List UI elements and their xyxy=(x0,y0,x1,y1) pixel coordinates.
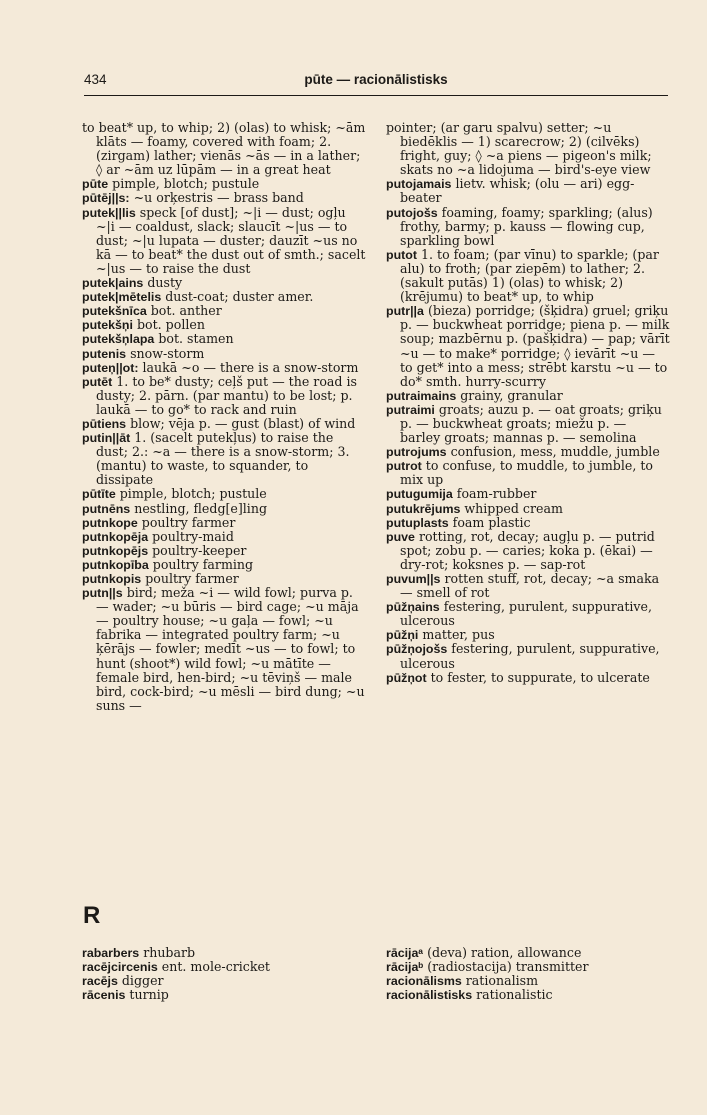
entry-definition: matter, pus xyxy=(422,627,495,643)
entry-headword: putugumija xyxy=(386,487,453,502)
entry-definition: (radiostacija) transmitter xyxy=(427,959,589,975)
entry-headword: pūžņains xyxy=(386,600,440,615)
entry-definition: (deva) ration, allowance xyxy=(427,945,582,960)
entry-headword: putot xyxy=(386,247,417,262)
left-column xyxy=(82,121,366,713)
entry-headword: rabarbers xyxy=(82,946,140,960)
entry-headword: pūte xyxy=(82,177,109,192)
entry-headword: putraimains xyxy=(386,388,457,403)
dictionary-entry xyxy=(82,516,366,530)
lower-right-column xyxy=(386,946,670,1002)
dictionary-entry xyxy=(386,671,670,685)
entry-headword: putraimi xyxy=(386,402,435,417)
entry-headword: putekšnīca xyxy=(82,304,147,319)
entry-definition: whipped cream xyxy=(464,500,563,516)
entry-headword: putēt xyxy=(82,374,113,389)
dictionary-entry xyxy=(386,572,670,600)
dictionary-entry xyxy=(82,177,366,191)
entry-headword: pūžņi xyxy=(386,628,419,643)
entry-headword: puve xyxy=(386,529,415,544)
entry-headword: pūtiens xyxy=(82,416,127,431)
entry-definition: snow-storm xyxy=(130,345,205,361)
dictionary-entry xyxy=(386,988,670,1002)
dictionary-entry xyxy=(386,946,670,960)
dictionary-entry xyxy=(82,191,366,205)
right-column xyxy=(386,121,670,685)
dictionary-entry xyxy=(82,276,366,290)
entry-headword: puteņ||ot: xyxy=(82,360,139,375)
dictionary-entry xyxy=(82,572,366,586)
dictionary-entry xyxy=(386,642,670,670)
dictionary-entry xyxy=(82,544,366,558)
dictionary-entry xyxy=(82,988,366,1002)
dictionary-entry xyxy=(82,960,366,974)
dictionary-entry xyxy=(82,304,366,318)
dictionary-entry xyxy=(386,459,670,487)
dictionary-entry xyxy=(386,502,670,516)
entry-headword: racējcircenis xyxy=(82,960,158,975)
entry-definition: rhubarb xyxy=(143,945,196,960)
entry-definition: digger xyxy=(121,973,164,989)
entry-definition: (bieza) porridge; (šķidra) gruel; griķu p. — buckwheat porridge; piena p. — milk soup; mazbērnu p. (pašķidra) — pap; vārīt ~u — to make* porridge; ◊ ievārīt ~u — to get* into a mess; strēbt karstu ~u — to do* smth. hurry-scurry xyxy=(400,303,670,389)
entry-headword: putn||s xyxy=(82,586,123,601)
entry-headword: putekšņlapa xyxy=(82,332,155,347)
entry-definition: rotten stuff, rot, decay; ~a smaka — smell of rot xyxy=(400,571,660,601)
entry-headword: putr||a xyxy=(386,304,424,319)
entry-definition: to fester, to suppurate, to ulcerate xyxy=(430,669,650,685)
entry-headword: rācijaᵇ xyxy=(386,960,424,975)
dictionary-entry xyxy=(82,318,366,332)
entry-definition: groats; auzu p. — oat groats; griķu p. — buckwheat groats; miežu p. — barley groats; mannas p. — semolina xyxy=(400,401,662,446)
entry-definition: poultry-maid xyxy=(152,528,234,544)
dictionary-entry xyxy=(386,248,670,304)
entry-headword: putnēns xyxy=(82,501,131,516)
entry-definition: festering, purulent, suppurative, ulcerous xyxy=(400,599,652,629)
entry-definition: bot. pollen xyxy=(136,317,205,333)
entry-definition: foam-rubber xyxy=(456,486,537,502)
running-title: pūte — racionālistisks xyxy=(304,72,448,87)
dictionary-entry xyxy=(82,530,366,544)
dictionary-entry xyxy=(386,974,670,988)
entry-definition: pimple, blotch; pustule xyxy=(119,486,267,502)
entry-definition: 1. to be* dusty; ceļš put — the road is dusty; 2. pārn. (par mantu) to be lost; p. laukā — to go* to rack and ruin xyxy=(96,373,357,417)
entry-definition: laukā ~o — there is a snow-storm xyxy=(142,359,359,375)
dictionary-entry xyxy=(82,332,366,346)
entry-headword: pūtīte xyxy=(82,487,116,502)
entry-headword: putnkopējs xyxy=(82,543,149,558)
entry-headword: putekšņi xyxy=(82,318,133,333)
dictionary-entry xyxy=(82,487,366,501)
dictionary-entry xyxy=(82,347,366,361)
entry-headword: putnkopis xyxy=(82,572,142,586)
dictionary-entry xyxy=(386,960,670,974)
dictionary-entry xyxy=(386,389,670,403)
entry-definition: rationalistic xyxy=(476,987,553,1003)
dictionary-entry xyxy=(386,403,670,445)
entry-headword: putenis xyxy=(82,346,127,361)
entry-definition: festering, purulent, suppurative, ulcerous xyxy=(400,641,660,671)
entry-headword: putojamais xyxy=(386,177,452,192)
entry-definition: foaming, foamy; sparkling; (alus) frothy, barmy; p. kauss — flowing cup, sparkling bowl xyxy=(400,204,653,248)
entry-definition: bird; meža ~i — wild fowl; purva p. — wader; ~u būris — bird cage; ~u māja — poultry house; ~u gaļa — fowl; ~u fabrika — integrated poultry farm; ~u ķērājs — fowler; medīt ~us — to fowl; to hunt (shoot*) wild fowl; ~u mātīte — female bird, hen-bird; ~u tēviņš — male bird, cock-bird; ~u mēsli — bird dung; ~u suns — xyxy=(96,585,365,713)
entry-definition: ~u orķestris — brass band xyxy=(133,190,304,206)
entry-definition: foam plastic xyxy=(452,514,531,530)
entry-definition: 1. (sacelt putekļus) to raise the dust; 2.: ~a — there is a snow-storm; 3. (mantu) to waste, to squander, to dissipate xyxy=(96,430,350,488)
entry-definition: to beat* up, to whip; 2) (olas) to whisk; ~ām klāts — foamy, covered with foam; 2. (zirgam) lather; vienās ~ās — in a lather; ◊ ar ~ām uz lūpām — in a great heat xyxy=(82,120,366,178)
entry-headword: putnkopēja xyxy=(82,529,149,544)
dictionary-entry xyxy=(82,431,366,487)
entry-definition: speck [of dust]; ~|i — dust; ogļu ~|i — coaldust, slack; slaucīt ~|us — to dust; ~|u lupata — duster; dauzīt ~us no kā — to beat* the dust out of smth.; sacelt ~|us — to raise the dust xyxy=(96,204,366,276)
entry-headword: racionālistisks xyxy=(386,988,473,1003)
entry-definition: dusty xyxy=(147,275,183,291)
entry-definition: ent. mole-cricket xyxy=(161,959,270,975)
dictionary-entry xyxy=(386,516,670,530)
entry-definition: rationalism xyxy=(465,973,539,989)
entry-headword: pūtēj||s: xyxy=(82,191,130,206)
dictionary-entry xyxy=(82,417,366,431)
entry-headword: rācijaᵃ xyxy=(386,946,424,960)
entry-headword: putnkope xyxy=(82,515,138,530)
entry-definition: dust-coat; duster amer. xyxy=(165,289,314,305)
dictionary-entry xyxy=(386,530,670,572)
dictionary-entry xyxy=(82,206,366,276)
entry-definition: bot. anther xyxy=(150,303,222,319)
dictionary-entry xyxy=(386,206,670,248)
entry-headword: putek|ains xyxy=(82,276,144,291)
entry-headword: puvum||s xyxy=(386,572,441,586)
header-rule xyxy=(84,95,668,96)
dictionary-entry xyxy=(386,445,670,459)
entry-definition: 1. to foam; (par vīnu) to sparkle; (par alu) to froth; (par ziepēm) to lather; 2. (sakult putās) 1) (olas) to whisk; 2) (krējumu) to beat* up, to whip xyxy=(400,246,659,305)
entry-headword: putin||āt xyxy=(82,431,131,446)
lower-left-column xyxy=(82,946,366,1002)
entry-headword: putukrējums xyxy=(386,501,461,516)
dictionary-entry xyxy=(386,177,670,205)
entry-headword: putnkopība xyxy=(82,557,149,572)
entry-headword: putek||lis xyxy=(82,205,136,220)
dictionary-entry xyxy=(82,502,366,516)
entry-headword: putrojums xyxy=(386,445,447,460)
entry-definition: grainy, granular xyxy=(460,387,563,403)
dictionary-entry xyxy=(386,600,670,628)
dictionary-entry xyxy=(82,375,366,417)
entry-headword: rācenis xyxy=(82,988,126,1003)
dictionary-entry xyxy=(82,974,366,988)
entry-definition: pointer; (ar garu spalvu) setter; ~u biedēklis — 1) scarecrow; 2) (cilvēks) fright, guy; ◊ ~a piens — pigeon's milk; skats no ~a lidojuma — bird's-eye view xyxy=(386,120,652,178)
entry-definition: rotting, rot, decay; augļu p. — putrid spot; zobu p. — caries; koka p. (ēkai) — dry-rot; koksnes p. — sap-rot xyxy=(400,528,655,572)
entry-definition: poultry farmer xyxy=(141,514,236,530)
entry-definition: lietv. whisk; (olu — ari) egg-beater xyxy=(400,176,635,206)
entry-headword: racionālisms xyxy=(386,974,462,989)
entry-definition: poultry farmer xyxy=(145,571,239,586)
entry-definition: poultry-keeper xyxy=(152,542,247,558)
entry-headword: pūžņot xyxy=(386,670,427,685)
entry-definition: to confuse, to muddle, to jumble, to mix up xyxy=(400,458,653,488)
dictionary-entry xyxy=(82,290,366,304)
entry-headword: putuplasts xyxy=(386,515,449,530)
page-header xyxy=(84,72,668,94)
section-letter: R xyxy=(83,902,101,929)
dictionary-entry xyxy=(82,946,366,960)
dictionary-entry xyxy=(386,628,670,642)
entry-definition: nestling, fledg[e]ling xyxy=(134,500,268,516)
entry-definition: poultry farming xyxy=(152,556,254,572)
dictionary-entry xyxy=(82,586,366,713)
entry-definition: turnip xyxy=(129,987,169,1003)
entry-headword: putojošs xyxy=(386,205,438,220)
entry-definition: bot. stamen xyxy=(158,331,234,347)
dictionary-entry xyxy=(386,304,670,389)
entry-definition: confusion, mess, muddle, jumble xyxy=(450,444,660,460)
entry-headword: putek|mētelis xyxy=(82,290,162,305)
page-number: 434 xyxy=(84,72,107,87)
entry-headword: putrot xyxy=(386,459,422,474)
dictionary-entry xyxy=(82,361,366,375)
dictionary-entry xyxy=(386,121,670,177)
entry-definition: blow; vēja p. — gust (blast) of wind xyxy=(130,415,356,431)
entry-headword: pūžņojošs xyxy=(386,642,448,657)
entry-definition: pimple, blotch; pustule xyxy=(112,176,260,192)
dictionary-entry xyxy=(82,558,366,572)
entry-headword: racējs xyxy=(82,974,118,989)
dictionary-entry xyxy=(386,487,670,501)
dictionary-entry xyxy=(82,121,366,177)
